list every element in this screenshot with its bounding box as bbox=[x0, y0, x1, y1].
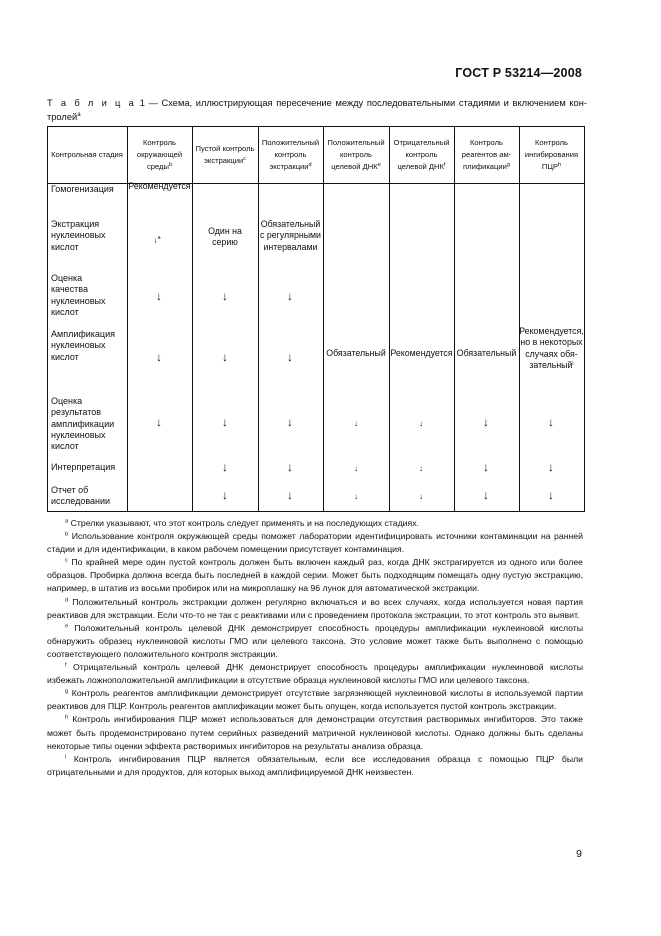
cell-positive-extraction: Обязательный с регулярными интервалами bbox=[260, 219, 321, 252]
footnote: $^a$ Стрелки указывают, что этот контроль следует применять и на последующих стадиях. bbox=[65, 518, 419, 528]
footnote: $^f$ Отрицательный контроль целевой ДНК демонстрирует способность процедуры амплификации нуклеиновой кислоты избежать ложноположительной амплификации в отсутствие образца нуклеиновой кислоты ГМО или целевого таксона. bbox=[47, 662, 583, 686]
stage-quality-assessment: Оценка качества нуклеиновых кислот bbox=[51, 273, 106, 317]
cell-negative-target-amplification: Рекомендуется bbox=[390, 348, 453, 358]
cell-positive-target-amplification: Обязательный bbox=[326, 348, 386, 358]
footnote: $^c$ По крайней мере один пустой контроль должен быть включен каждый раз, когда ДНК экстрагируется из одного или более образцов. Пробирка должна всегда быть последней в каждой серии. Может быть подходящим помещать одну пустую экстракцию, например, в штатив из восьми пробирок или на микроплашку на 96 лунок для автоматической экстракции. bbox=[47, 557, 583, 594]
footnote: $^g$ Контроль реагентов амплификации демонстрирует отсутствие загрязняющей нуклеиновой кислоты в используемой партии реактивов для ПЦР. Контроль реагентов амплификации может быть опущен, когда используется пустой контроль экстракции. bbox=[47, 688, 583, 712]
stage-report: Отчет об исследовании bbox=[51, 485, 111, 507]
table-title: — Схема, иллюстрирующая пересечение между последовательными стадиями и включением контролей bbox=[47, 98, 587, 122]
arrow-icon: ↓ bbox=[222, 488, 228, 502]
arrow-icon: ↓ bbox=[419, 464, 423, 473]
table-caption bbox=[47, 96, 587, 124]
arrow-icon: ↓ bbox=[354, 419, 358, 428]
arrow-icon: ↓ bbox=[419, 492, 423, 501]
arrow-icon: ↓ bbox=[548, 488, 554, 502]
header-positive-target-dna-control: Положительный контроль целевой ДНК$^e$ bbox=[327, 137, 385, 171]
header-blank-extraction-control: Пустой контроль экстракции$^c$ bbox=[195, 143, 255, 165]
arrow-icon: ↓ bbox=[222, 350, 228, 364]
header-stage: Контрольная стадия bbox=[51, 149, 123, 159]
arrow-icon: ↓ bbox=[287, 289, 293, 303]
arrow-icon: ↓ bbox=[287, 488, 293, 502]
control-stages-table bbox=[47, 126, 585, 512]
arrow-icon: ↓ bbox=[156, 415, 162, 429]
table-footnotes bbox=[47, 517, 583, 779]
cell-pcr-amplification: Рекомендуется, но в некоторых случаях обязательный$^i$ bbox=[519, 326, 584, 370]
footnote: $^i$ Контроль ингибирования ПЦР является обязательным, если все исследования образца с помощью ПЦР были отрицательными и для продуктов, для которых выход амплифицируемой ДНК неизвестен. bbox=[47, 753, 584, 777]
arrow-icon: ↓ bbox=[548, 460, 554, 474]
header-positive-extraction-control: Положительный контроль экстракции$^d$ bbox=[261, 137, 320, 171]
arrow-icon: ↓ bbox=[156, 289, 162, 303]
arrow-icon: ↓ bbox=[287, 460, 293, 474]
table-label: Т а б л и ц а bbox=[47, 98, 137, 108]
header-amplification-reagent-control: Контроль реагентов амплификации$^g$ bbox=[461, 137, 512, 171]
stage-interpretation: Интерпретация bbox=[51, 462, 116, 472]
arrow-icon: ↓ bbox=[483, 460, 489, 474]
table-title-note-ref: a bbox=[77, 112, 81, 118]
footnote: $^e$ Положительный контроль целевой ДНК демонстрирует способность процедуры амплификации нуклеиновой кислоты обнаружить образец нуклеиновой кислоты ГМО или целевого таксона. Это условие может также быть выполнено с помощью соответствующего положительного контроля экстракции. bbox=[47, 622, 583, 659]
header-pcr-inhibition-control: Контроль ингибирования ПЦР$^h$ bbox=[524, 137, 579, 171]
header-negative-target-dna-control: Отрицательный контроль целевой ДНК$^f$ bbox=[393, 137, 450, 171]
arrow-icon: ↓ bbox=[354, 492, 358, 501]
arrow-icon: ↓ bbox=[156, 350, 162, 364]
arrow-icon: ↓ bbox=[222, 460, 228, 474]
arrow-icon: ↓ bbox=[483, 488, 489, 502]
cell-blank-extraction: Один на серию bbox=[208, 226, 242, 248]
header-environment-control: Контроль окружающей среды$^b$ bbox=[136, 137, 183, 171]
stage-extraction: Экстракция нуклеиновых кислот bbox=[51, 219, 106, 252]
cell-env-homogenization: Рекомендуется bbox=[128, 181, 191, 191]
arrow-icon: ↓ bbox=[483, 415, 489, 429]
arrow-icon: ↓ bbox=[222, 289, 228, 303]
arrow-icon: ↓$^a$ bbox=[153, 235, 161, 245]
stage-homogenization: Гомогенизация bbox=[51, 184, 114, 194]
arrow-icon: ↓ bbox=[287, 350, 293, 364]
footnote: $^d$ Положительный контроль экстракции должен регулярно включаться и во всех случаях, когда используется новая партия реактивов для экстракции. Если что-то не так с реактивами или с проведением протокола экстракции, то этот контроль это выявит. bbox=[47, 596, 583, 620]
footnote: $^b$ Использование контроля окружающей среды поможет лаборатории идентифицировать источники контаминации на ранней стадии и для идентификации, в каком рабочем помещении присутствует контаминация. bbox=[47, 531, 583, 555]
cell-reagent-amplification: Обязательный bbox=[456, 348, 517, 358]
arrow-icon: ↓ bbox=[419, 419, 423, 428]
arrow-icon: ↓ bbox=[548, 415, 554, 429]
page-number: 9 bbox=[576, 848, 582, 860]
arrow-icon: ↓ bbox=[222, 415, 228, 429]
table-number: 1 bbox=[139, 98, 145, 108]
arrow-icon: ↓ bbox=[354, 464, 358, 473]
arrow-icon: ↓ bbox=[287, 415, 293, 429]
stage-amplification: Амплификация нуклеиновых кислот bbox=[51, 329, 115, 362]
footnote: $^h$ Контроль ингибирования ПЦР может использоваться для демонстрации отсутствия растворимых ингибиторов. Это также может быть продемонстрировано путем серийных разведений матричной нуклеиновой кислоты. Однако должны быть сделаны некоторые типы оценки эффекта растворимых ингибиторов на результаты анализа образца. bbox=[47, 714, 583, 751]
document-standard-number: ГОСТ Р 53214—2008 bbox=[455, 66, 582, 80]
stage-result-assessment: Оценка результатов амплификации нуклеиновых кислот bbox=[51, 396, 115, 452]
